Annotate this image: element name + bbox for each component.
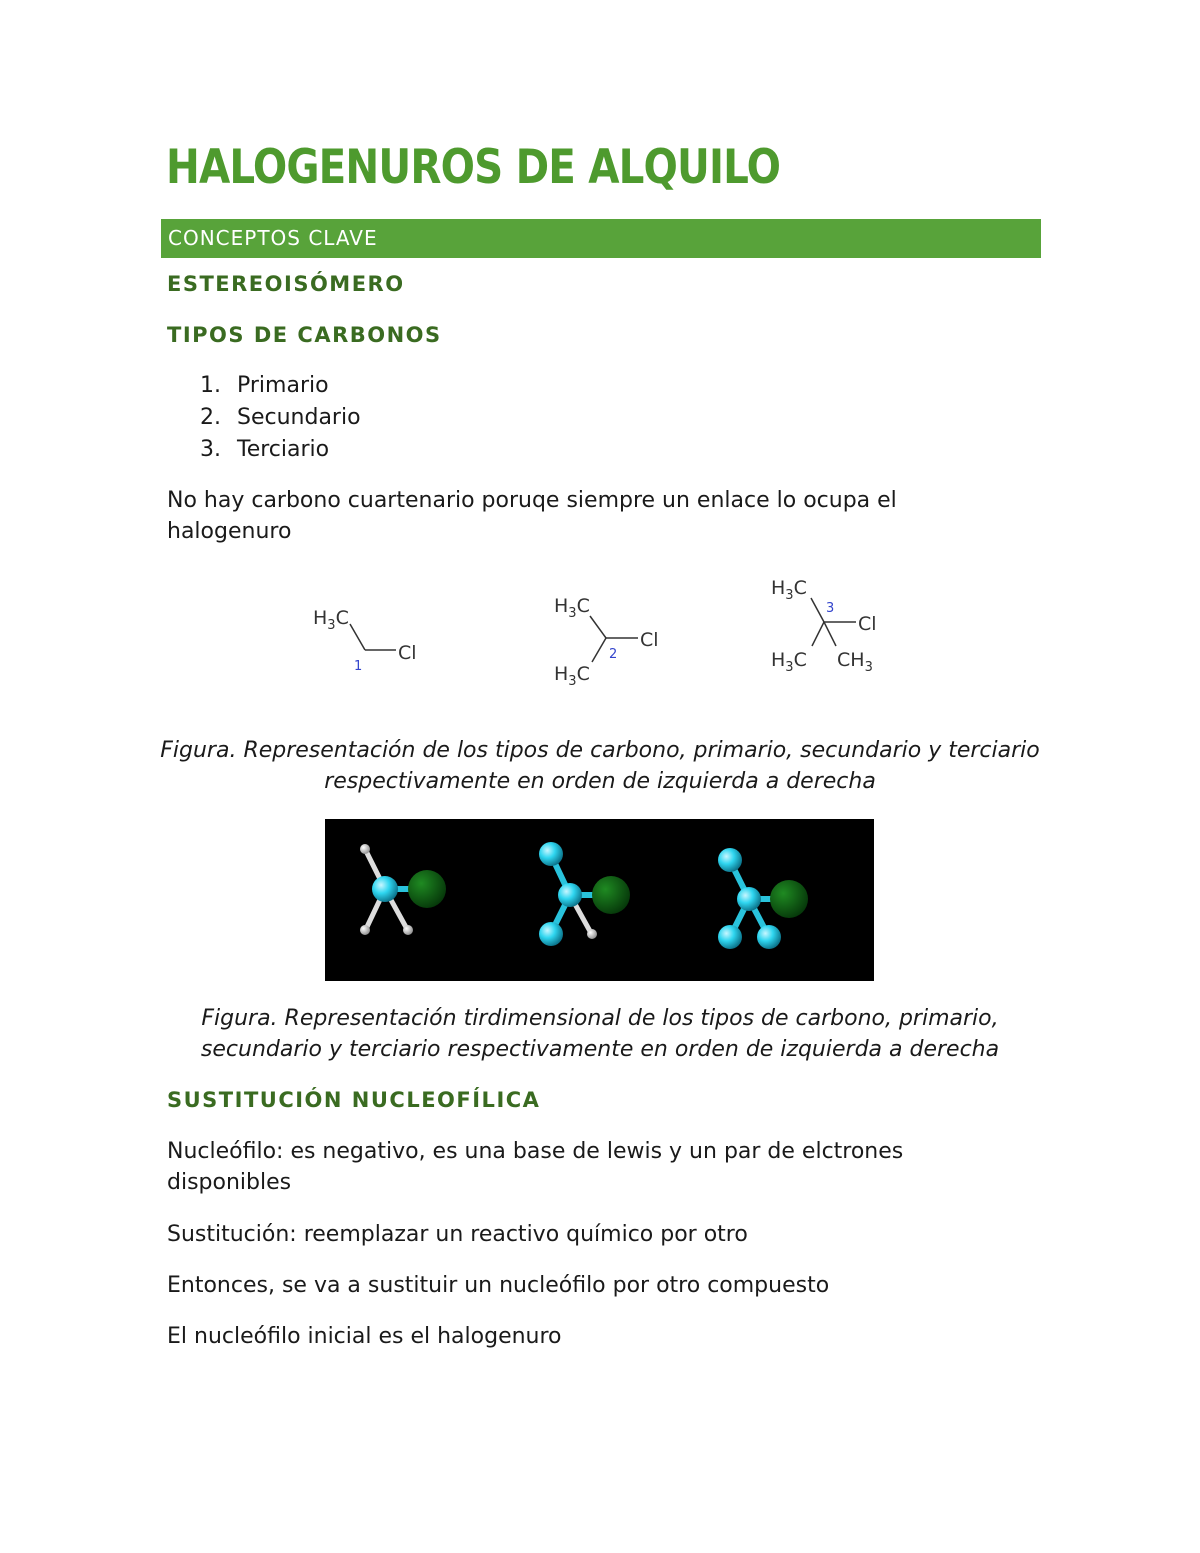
tertiary-h3c-top-label: $H_3C$ bbox=[771, 577, 807, 603]
tertiary-h3c-bottom-label: $H_3C$ bbox=[771, 649, 807, 675]
heading-carbon-types: TIPOS DE CARBONOS bbox=[167, 323, 442, 347]
list-item bbox=[200, 370, 361, 402]
quaternary-note: No hay carbono cuartenario poruqe siempre un enlace lo ocupa el halogenuro bbox=[167, 488, 897, 544]
tertiary-cl-label: Cl bbox=[858, 613, 877, 635]
primary-h3c-label: $H_3C$ bbox=[313, 607, 349, 633]
carbon-types-list bbox=[200, 370, 361, 466]
primary-cl-label: Cl bbox=[398, 642, 417, 664]
list-item-label: Terciario bbox=[237, 437, 330, 462]
list-item-label: Primario bbox=[237, 373, 329, 398]
carbon-types-3d-figure bbox=[325, 819, 874, 981]
list-item-label: Secundario bbox=[237, 405, 361, 430]
paragraph-entonces: Entonces, se va a sustituir un nucleófilo por otro compuesto bbox=[167, 1273, 830, 1298]
key-concepts-label: CONCEPTOS CLAVE bbox=[168, 226, 378, 250]
locant-2: 2 bbox=[609, 647, 618, 662]
secondary-h3c-top-label: $H_3C$ bbox=[554, 595, 590, 621]
heading-nucleophilic-substitution: SUSTITUCIÓN NUCLEOFÍLICA bbox=[167, 1088, 541, 1112]
carbon-types-2d-figure bbox=[300, 572, 920, 692]
paragraph-sustitucion: Sustitución: reemplazar un reactivo químico por otro bbox=[167, 1222, 748, 1247]
locant-3: 3 bbox=[826, 601, 835, 616]
primary-carbon-structure bbox=[350, 624, 396, 650]
secondary-3d-model bbox=[539, 842, 630, 946]
key-concepts-band bbox=[161, 219, 1041, 258]
list-item bbox=[200, 402, 361, 434]
figure-caption-3d: Figura. Representación tirdimensional de los tipos de carbono, primario, secundario y terciario respectivamente en orden de izquierda a derecha bbox=[200, 1006, 1000, 1062]
figure-caption-2d: Figura. Representación de los tipos de carbono, primario, secundario y terciario respectivamente en orden de izquierda a derecha bbox=[160, 738, 1040, 794]
paragraph-inicial: El nucleófilo inicial es el halogenuro bbox=[167, 1324, 562, 1349]
list-item-number: 1. bbox=[200, 373, 221, 398]
list-item-number: 2. bbox=[200, 405, 221, 430]
locant-1: 1 bbox=[354, 659, 363, 674]
list-item-number: 3. bbox=[200, 437, 221, 462]
primary-3d-model bbox=[360, 844, 446, 935]
secondary-cl-label: Cl bbox=[640, 629, 659, 651]
tertiary-3d-model bbox=[718, 848, 808, 949]
paragraph-nucleofilo: Nucleófilo: es negativo, es una base de lewis y un par de elctrones disponibles bbox=[167, 1139, 904, 1195]
page-title: HALOGENUROS DE ALQUILO bbox=[166, 140, 781, 195]
tertiary-ch3-label: $CH_3$ bbox=[837, 649, 873, 675]
heading-stereoisomer: ESTEREOISÓMERO bbox=[167, 272, 405, 296]
list-item bbox=[200, 434, 361, 466]
secondary-h3c-bottom-label: $H_3C$ bbox=[554, 663, 590, 689]
